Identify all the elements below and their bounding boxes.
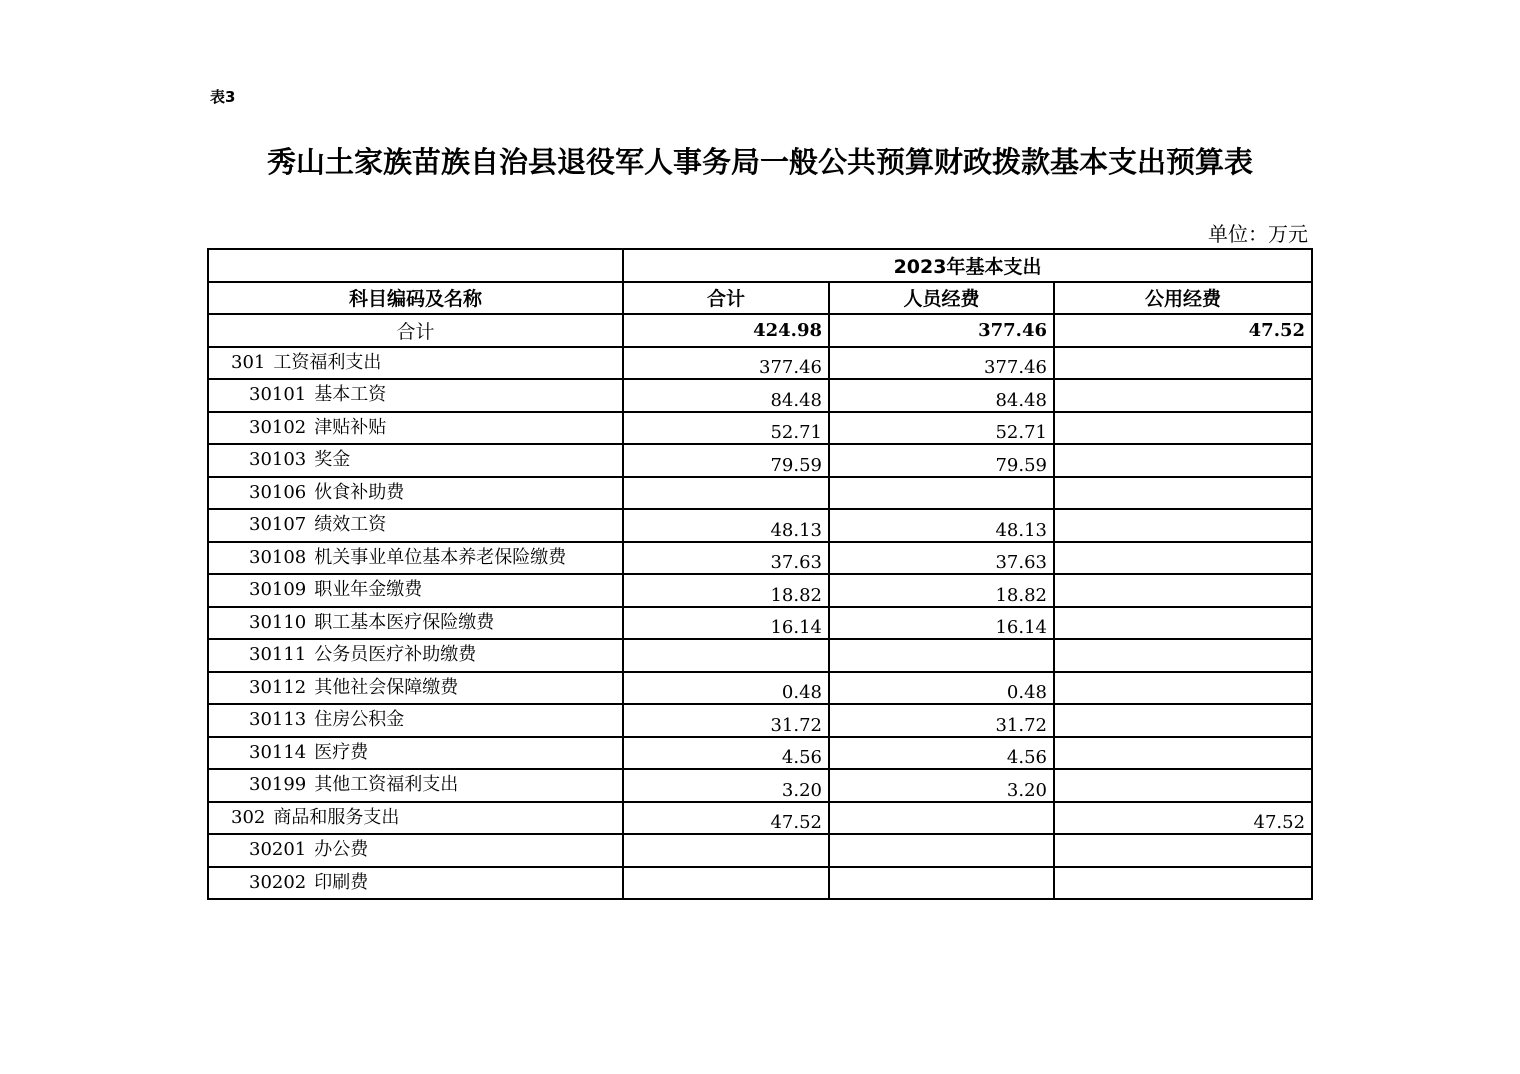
row-personnel — [829, 834, 1054, 867]
row-personnel: 377.46 — [829, 347, 1054, 380]
subject-name: 职业年金缴费 — [314, 579, 423, 600]
table-row — [208, 412, 1312, 445]
row-personnel: 16.14 — [829, 607, 1054, 640]
subject-code: 30101 — [249, 384, 307, 405]
row-subject — [208, 412, 623, 445]
row-total: 31.72 — [623, 704, 829, 737]
subject-name: 职工基本医疗保险缴费 — [314, 611, 495, 633]
subject-code: 30110 — [249, 611, 307, 633]
row-public — [1054, 379, 1312, 412]
row-personnel: 79.59 — [829, 444, 1054, 477]
row-total: 377.46 — [623, 347, 829, 380]
row-total: 48.13 — [623, 509, 829, 542]
subject-code: 30114 — [249, 741, 307, 763]
subject-code: 30113 — [249, 709, 307, 730]
subject-name: 奖金 — [314, 449, 351, 470]
table-row — [208, 802, 1312, 835]
row-public — [1054, 509, 1312, 542]
row-public — [1054, 607, 1312, 640]
row-personnel — [829, 802, 1054, 835]
subject-name: 其他社会保障缴费 — [314, 676, 459, 698]
row-total: 79.59 — [623, 444, 829, 477]
subject-name: 住房公积金 — [314, 709, 405, 730]
row-total — [623, 867, 829, 900]
row-public — [1054, 347, 1312, 380]
row-subject — [208, 704, 623, 737]
table-row — [208, 834, 1312, 867]
row-total: 0.48 — [623, 672, 829, 705]
row-personnel: 18.82 — [829, 574, 1054, 607]
row-total: 84.48 — [623, 379, 829, 412]
row-personnel: 37.63 — [829, 542, 1054, 575]
row-public — [1054, 704, 1312, 737]
row-total: 52.71 — [623, 412, 829, 445]
row-total: 3.20 — [623, 769, 829, 802]
row-public — [1054, 574, 1312, 607]
row-subject — [208, 802, 623, 835]
row-personnel: 3.20 — [829, 769, 1054, 802]
total-total: 424.98 — [623, 314, 829, 347]
table-row — [208, 607, 1312, 640]
row-subject — [208, 769, 623, 802]
table-row — [208, 347, 1312, 380]
row-total — [623, 477, 829, 510]
subject-code: 30108 — [249, 546, 307, 568]
row-subject — [208, 867, 623, 900]
subject-code: 301 — [231, 351, 266, 373]
row-public — [1054, 867, 1312, 900]
subject-code: 30202 — [249, 871, 307, 893]
table-row — [208, 867, 1312, 900]
column-header-row — [208, 282, 1312, 315]
subject-name: 办公费 — [314, 839, 369, 860]
table-number-label: 表3 — [210, 88, 236, 106]
subject-name: 伙食补助费 — [314, 481, 405, 503]
subject-code: 30199 — [249, 774, 307, 795]
row-personnel: 4.56 — [829, 737, 1054, 770]
table-row — [208, 639, 1312, 672]
row-personnel: 31.72 — [829, 704, 1054, 737]
row-personnel: 52.71 — [829, 412, 1054, 445]
table-row — [208, 444, 1312, 477]
subject-name: 其他工资福利支出 — [314, 774, 459, 795]
subject-code: 30107 — [249, 514, 307, 535]
table-row — [208, 509, 1312, 542]
subject-name: 工资福利支出 — [273, 351, 382, 373]
table-row — [208, 672, 1312, 705]
subject-code: 30102 — [249, 416, 307, 438]
document-title: 秀山土家族苗族自治县退役军人事务局一般公共预算财政拨款基本支出预算表 — [266, 145, 1253, 179]
row-personnel: 84.48 — [829, 379, 1054, 412]
row-subject — [208, 347, 623, 380]
row-public — [1054, 639, 1312, 672]
total-personnel: 377.46 — [829, 314, 1054, 347]
row-public — [1054, 834, 1312, 867]
blank-header-cell — [208, 249, 623, 282]
header-public: 公用经费 — [1054, 282, 1312, 315]
row-public — [1054, 412, 1312, 445]
row-public — [1054, 444, 1312, 477]
header-total: 合计 — [623, 282, 829, 315]
row-total: 37.63 — [623, 542, 829, 575]
row-subject — [208, 379, 623, 412]
subject-name: 公务员医疗补助缴费 — [314, 644, 477, 665]
subject-name: 津贴补贴 — [314, 416, 387, 438]
unit-label: 单位：万元 — [1208, 222, 1308, 246]
subject-name: 印刷费 — [314, 871, 369, 893]
row-public — [1054, 672, 1312, 705]
row-public — [1054, 769, 1312, 802]
row-subject — [208, 574, 623, 607]
row-subject — [208, 477, 623, 510]
table-row — [208, 574, 1312, 607]
header-name: 科目编码及名称 — [208, 282, 623, 315]
row-total — [623, 639, 829, 672]
subject-name: 基本工资 — [314, 384, 387, 405]
row-personnel — [829, 477, 1054, 510]
subject-name: 医疗费 — [314, 741, 369, 763]
subject-code: 30109 — [249, 579, 307, 600]
row-subject — [208, 509, 623, 542]
row-subject — [208, 834, 623, 867]
row-public: 47.52 — [1054, 802, 1312, 835]
year-group-header: 2023年基本支出 — [623, 249, 1312, 282]
row-personnel — [829, 639, 1054, 672]
row-personnel: 0.48 — [829, 672, 1054, 705]
header-personnel: 人员经费 — [829, 282, 1054, 315]
row-total: 4.56 — [623, 737, 829, 770]
row-public — [1054, 737, 1312, 770]
table-row — [208, 379, 1312, 412]
row-subject — [208, 672, 623, 705]
row-subject — [208, 444, 623, 477]
row-subject — [208, 542, 623, 575]
total-public: 47.52 — [1054, 314, 1312, 347]
row-subject — [208, 607, 623, 640]
row-subject — [208, 737, 623, 770]
subject-code: 30112 — [249, 676, 307, 698]
subject-name: 商品和服务支出 — [273, 806, 400, 828]
table-row — [208, 737, 1312, 770]
row-total: 16.14 — [623, 607, 829, 640]
subject-code: 302 — [231, 806, 266, 828]
table-row — [208, 477, 1312, 510]
row-total — [623, 834, 829, 867]
row-total: 18.82 — [623, 574, 829, 607]
total-row — [208, 314, 1312, 347]
row-public — [1054, 542, 1312, 575]
subject-code: 30201 — [249, 839, 307, 860]
row-personnel: 48.13 — [829, 509, 1054, 542]
subject-code: 30103 — [249, 449, 307, 470]
budget-table — [207, 248, 1313, 900]
table-row — [208, 769, 1312, 802]
subject-name: 机关事业单位基本养老保险缴费 — [314, 546, 567, 568]
table-row — [208, 542, 1312, 575]
group-header-row — [208, 249, 1312, 282]
row-subject — [208, 639, 623, 672]
row-public — [1054, 477, 1312, 510]
row-total: 47.52 — [623, 802, 829, 835]
subject-name: 绩效工资 — [314, 514, 387, 535]
table-row — [208, 704, 1312, 737]
subject-code: 30106 — [249, 481, 307, 503]
subject-code: 30111 — [249, 644, 307, 665]
total-label: 合计 — [208, 314, 623, 347]
row-personnel — [829, 867, 1054, 900]
